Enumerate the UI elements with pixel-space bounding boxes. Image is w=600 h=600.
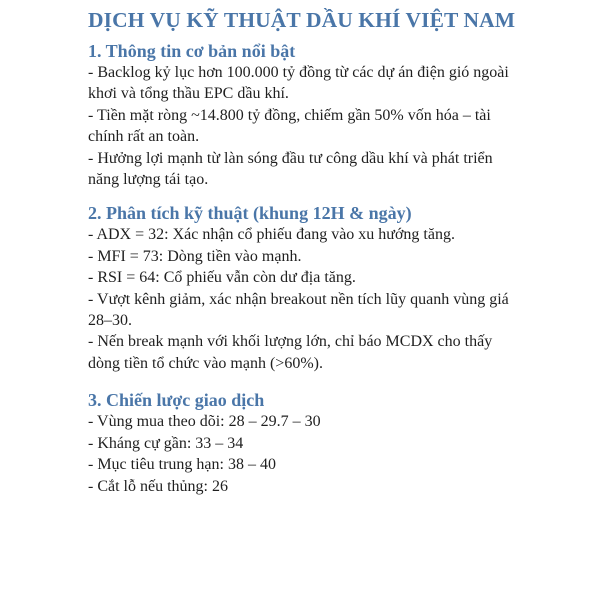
list-item: - Vượt kênh giảm, xác nhận breakout nền tích lũy quanh vùng giá 28–30. [88, 290, 509, 330]
list-item: - Vùng mua theo dõi: 28 – 29.7 – 30 [88, 413, 321, 431]
section-highlights [88, 40, 518, 190]
list-item: - Nến break mạnh với khối lượng lớn, chỉ báo MCDX cho thấy dòng tiền tổ chức vào mạnh (>60%). [88, 333, 493, 372]
list-item: - Tiền mặt ròng ~14.800 tỷ đồng, chiếm gần 50% vốn hóa – tài chính rất an toàn. [88, 106, 491, 146]
list-item: - Backlog kỷ lục hơn 100.000 tỷ đồng từ các dự án điện gió ngoài khơi và tổng thầu EPC dầu khí. [88, 64, 509, 103]
section-heading: 3. Chiến lược giao dịch [88, 390, 265, 411]
bullet-list [88, 411, 518, 497]
bullet-list [88, 62, 518, 190]
document-page [88, 6, 518, 497]
list-item: - Mục tiêu trung hạn: 38 – 40 [88, 456, 276, 474]
bullet-list [88, 224, 518, 374]
list-item: - Hưởng lợi mạnh từ làn sóng đầu tư công dầu khí và phát triển năng lượng tái tạo. [88, 149, 493, 189]
section-trading-strategy [88, 389, 518, 497]
section-heading: 1. Thông tin cơ bản nổi bật [88, 41, 296, 61]
list-item: - MFI = 73: Dòng tiền vào mạnh. [88, 247, 302, 265]
list-item: - Cắt lỗ nếu thủng: 26 [88, 477, 228, 495]
section-technical-analysis [88, 202, 518, 374]
list-item: - ADX = 32: Xác nhận cổ phiếu đang vào xu hướng tăng. [88, 226, 455, 244]
section-heading: 2. Phân tích kỹ thuật (khung 12H & ngày) [88, 203, 412, 224]
document-title: DỊCH VỤ KỸ THUẬT DẦU KHÍ VIỆT NAM [88, 8, 516, 32]
list-item: - Kháng cự gần: 33 – 34 [88, 434, 244, 452]
list-item: - RSI = 64: Cổ phiếu vẫn còn dư địa tăng. [88, 269, 356, 287]
